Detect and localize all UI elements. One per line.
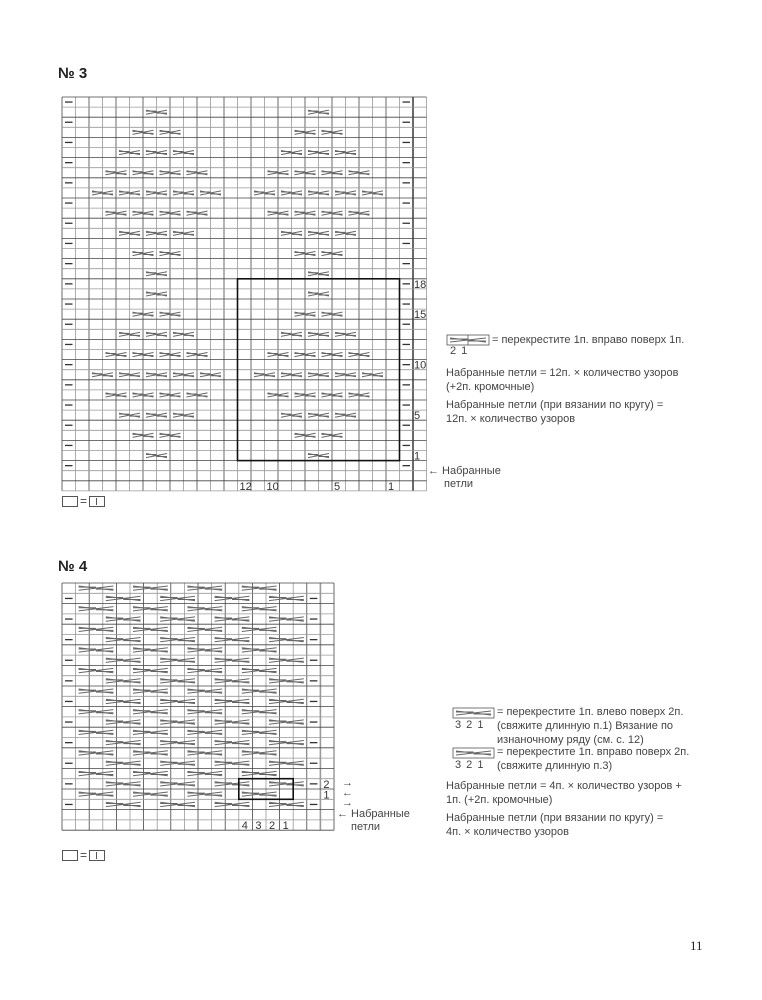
pattern3-legend-cross-text: = перекрестите 1п. вправо поверх 1п. <box>492 334 685 346</box>
pattern4-legend-left-1: = перекрестите 1п. влево поверх 2п. <box>497 706 684 718</box>
right-cross-icon <box>187 792 222 796</box>
pattern3-title: № 3 <box>58 65 88 82</box>
right-cross-icon <box>133 792 168 796</box>
right-cross-icon <box>242 648 277 652</box>
right-cross-icon <box>79 771 114 775</box>
left-cross-icon <box>106 617 141 621</box>
right-cross-icon <box>92 191 113 195</box>
right-cross-icon <box>146 272 167 276</box>
right-cross-icon <box>187 607 222 611</box>
right-cross-icon <box>322 171 343 175</box>
right-cross-icon <box>133 689 168 693</box>
right-cross-icon <box>335 191 356 195</box>
left-cross-icon <box>215 782 250 786</box>
right-cross-icon <box>187 771 222 775</box>
pattern3-legend-numbers: 2 1 <box>450 345 469 357</box>
right-cross-icon <box>281 151 302 155</box>
right-cross-icon <box>187 393 208 397</box>
right-cross-icon <box>133 433 154 437</box>
left-cross-icon <box>160 761 195 765</box>
pattern3-cast-on-label-2: петли <box>444 478 474 490</box>
pattern4-note2b: 4п. × количество узоров <box>446 826 569 838</box>
right-cross-icon <box>335 151 356 155</box>
pattern4-chart <box>62 583 334 832</box>
right-cross-icon <box>242 771 277 775</box>
right-cross-icon <box>133 730 168 734</box>
right-cross-icon <box>295 393 316 397</box>
left-cross-icon <box>160 741 195 745</box>
stitch-number: 1 <box>282 820 289 833</box>
stitch-number: 2 <box>269 820 276 833</box>
left-cross-icon <box>106 679 141 683</box>
left-cross-icon <box>269 782 304 786</box>
right-cross-icon <box>308 272 329 276</box>
left-cross-icon <box>215 617 250 621</box>
pattern4-note2: Набранные петли (при вязании по кругу) = <box>446 812 664 824</box>
pattern4-title: № 4 <box>58 558 88 575</box>
right-cross-icon <box>242 689 277 693</box>
right-cross-icon <box>281 231 302 235</box>
right-cross-icon <box>242 627 277 631</box>
stitch-number: 3 <box>255 820 262 833</box>
right-cross-icon <box>173 413 194 417</box>
right-cross-icon <box>133 607 168 611</box>
right-cross-icon <box>295 171 316 175</box>
right-cross-icon <box>79 730 114 734</box>
right-cross-icon <box>160 252 181 256</box>
pattern3-cast-on-label: ← Набранные <box>428 465 501 477</box>
pattern4-legend-right-2: (свяжите длинную п.3) <box>497 760 613 772</box>
pattern4-legend-right-1: = перекрестите 1п. вправо поверх 2п. <box>497 746 690 758</box>
pattern4-cast-on-label-2: петли <box>351 821 381 833</box>
right-cross-icon <box>335 231 356 235</box>
left-cross-icon <box>269 761 304 765</box>
right-cross-icon <box>242 710 277 714</box>
right-cross-icon <box>308 413 329 417</box>
pattern3-note2b: 12п. × количество узоров <box>446 413 576 425</box>
right-cross-icon <box>349 353 370 357</box>
pattern4-key <box>62 848 105 862</box>
right-cross-icon <box>160 211 181 215</box>
left-cross-icon <box>269 679 304 683</box>
page-number: 11 <box>690 938 703 953</box>
right-cross-icon <box>322 353 343 357</box>
empty-cell-icon <box>62 496 78 507</box>
pattern4-note1b: 1п. (+2п. кромочные) <box>446 794 553 806</box>
row-number: 1 <box>323 789 330 802</box>
right-cross-icon <box>187 648 222 652</box>
right-cross-icon <box>268 211 289 215</box>
right-cross-icon <box>106 353 127 357</box>
pattern4-legend-left-2: (свяжите длинную п.1) Вязание по <box>497 720 674 732</box>
pattern4-arrow-row0: → <box>342 797 353 809</box>
left-cross-icon <box>106 596 141 600</box>
right-cross-icon <box>254 373 275 377</box>
right-cross-icon <box>308 231 329 235</box>
right-cross-icon <box>119 373 140 377</box>
right-cross-icon <box>146 332 167 336</box>
right-cross-icon <box>295 433 316 437</box>
right-cross-icon <box>456 751 491 755</box>
pattern3-note1: Набранные петли = 12п. × количество узоров <box>446 367 679 379</box>
right-cross-icon <box>133 130 154 134</box>
right-cross-icon <box>79 668 114 672</box>
right-cross-icon <box>242 607 277 611</box>
right-cross-icon <box>79 689 114 693</box>
right-cross-icon <box>133 771 168 775</box>
right-cross-icon <box>322 433 343 437</box>
left-cross-icon <box>160 679 195 683</box>
left-cross-icon <box>160 638 195 642</box>
row-number: 5 <box>414 410 421 423</box>
left-cross-icon <box>269 658 304 662</box>
right-cross-icon <box>187 689 222 693</box>
right-cross-icon <box>322 211 343 215</box>
right-cross-icon <box>281 332 302 336</box>
row-number: 2 <box>323 779 330 791</box>
right-cross-icon <box>160 353 181 357</box>
left-cross-icon <box>106 658 141 662</box>
right-cross-icon <box>295 353 316 357</box>
right-cross-icon <box>146 231 167 235</box>
right-cross-icon <box>242 668 277 672</box>
right-cross-icon <box>133 751 168 755</box>
right-cross-icon <box>79 751 114 755</box>
right-cross-icon <box>187 353 208 357</box>
left-cross-icon <box>269 638 304 642</box>
right-cross-icon <box>79 586 114 590</box>
right-cross-icon <box>242 586 277 590</box>
right-cross-icon <box>133 586 168 590</box>
left-cross-icon <box>215 638 250 642</box>
right-cross-icon <box>133 211 154 215</box>
left-cross-icon <box>269 596 304 600</box>
right-cross-icon <box>173 332 194 336</box>
left-cross-icon <box>269 802 304 806</box>
left-cross-icon <box>106 720 141 724</box>
left-cross-icon <box>269 741 304 745</box>
left-cross-icon <box>215 741 250 745</box>
right-cross-icon <box>133 648 168 652</box>
left-cross-icon <box>106 638 141 642</box>
left-cross-icon <box>106 782 141 786</box>
right-cross-icon <box>133 393 154 397</box>
right-cross-icon <box>187 211 208 215</box>
pattern4-cast-on-label: ← Набранные <box>337 808 410 820</box>
row-number: 15 <box>414 309 427 322</box>
right-cross-icon <box>133 627 168 631</box>
right-cross-icon <box>79 710 114 714</box>
right-cross-icon <box>146 292 167 296</box>
right-cross-icon <box>308 151 329 155</box>
left-cross-icon <box>269 720 304 724</box>
right-cross-icon <box>322 130 343 134</box>
right-cross-icon <box>200 191 221 195</box>
right-cross-icon <box>173 151 194 155</box>
right-cross-icon <box>254 191 275 195</box>
left-cross-icon <box>215 720 250 724</box>
right-cross-icon <box>160 130 181 134</box>
right-cross-icon <box>322 312 343 316</box>
right-cross-icon <box>106 211 127 215</box>
left-cross-icon <box>269 699 304 703</box>
left-cross-icon <box>160 802 195 806</box>
right-cross-icon <box>268 393 289 397</box>
left-cross-icon <box>269 617 304 621</box>
right-cross-icon <box>362 373 383 377</box>
right-cross-icon <box>133 710 168 714</box>
left-cross-icon <box>160 617 195 621</box>
right-cross-icon <box>187 627 222 631</box>
right-cross-icon <box>335 373 356 377</box>
right-cross-icon <box>242 730 277 734</box>
left-cross-icon <box>215 802 250 806</box>
right-cross-icon <box>295 130 316 134</box>
right-cross-icon <box>187 730 222 734</box>
right-cross-icon <box>173 191 194 195</box>
left-cross-icon <box>160 782 195 786</box>
right-cross-icon <box>295 211 316 215</box>
right-cross-icon <box>308 110 329 114</box>
right-cross-icon <box>308 191 329 195</box>
right-cross-icon <box>160 312 181 316</box>
right-cross-icon <box>79 607 114 611</box>
right-cross-icon <box>242 792 277 796</box>
right-cross-icon <box>106 171 127 175</box>
right-cross-icon <box>242 751 277 755</box>
right-cross-icon <box>308 332 329 336</box>
right-cross-icon <box>322 393 343 397</box>
row-number: 1 <box>414 450 421 463</box>
left-cross-icon <box>160 699 195 703</box>
right-cross-icon <box>187 171 208 175</box>
left-cross-icon <box>106 741 141 745</box>
right-cross-icon <box>349 211 370 215</box>
pattern3-chart <box>62 97 427 493</box>
right-cross-icon <box>79 792 114 796</box>
right-cross-icon <box>79 648 114 652</box>
right-cross-icon <box>106 393 127 397</box>
right-cross-icon <box>146 110 167 114</box>
right-cross-icon <box>92 373 113 377</box>
pattern3-key <box>62 494 105 508</box>
right-cross-icon <box>295 312 316 316</box>
right-cross-icon <box>133 353 154 357</box>
left-cross-icon <box>456 711 491 715</box>
right-cross-icon <box>335 332 356 336</box>
right-cross-icon <box>119 231 140 235</box>
right-cross-icon <box>322 252 343 256</box>
pattern4-legend-right-numbers: 3 2 1 <box>455 759 485 771</box>
right-cross-icon <box>160 171 181 175</box>
right-cross-icon <box>187 751 222 755</box>
right-cross-icon <box>133 171 154 175</box>
empty-cell-icon <box>62 850 78 861</box>
right-cross-icon <box>119 191 140 195</box>
pattern3-note2: Набранные петли (при вязании по кругу) = <box>446 399 664 411</box>
right-cross-icon <box>160 433 181 437</box>
right-cross-icon <box>335 413 356 417</box>
stitch-number: 1 <box>388 480 395 493</box>
row-number: 18 <box>414 278 427 291</box>
right-cross-icon <box>173 373 194 377</box>
left-cross-icon <box>215 596 250 600</box>
right-cross-icon <box>281 373 302 377</box>
right-cross-icon <box>133 312 154 316</box>
left-cross-icon <box>215 761 250 765</box>
left-cross-icon <box>160 658 195 662</box>
left-cross-icon <box>215 699 250 703</box>
stitch-number: 4 <box>241 820 248 833</box>
right-cross-icon <box>295 252 316 256</box>
left-cross-icon <box>160 720 195 724</box>
right-cross-icon <box>133 668 168 672</box>
pattern4-legend-symbol <box>453 708 494 718</box>
equals-sign: = <box>80 494 88 508</box>
pattern3-note1b: (+2п. кромочные) <box>446 381 535 393</box>
right-cross-icon <box>349 393 370 397</box>
stitch-number: 5 <box>334 480 341 493</box>
right-cross-icon <box>268 353 289 357</box>
right-cross-icon <box>349 171 370 175</box>
right-cross-icon <box>160 393 181 397</box>
right-cross-icon <box>119 413 140 417</box>
right-cross-icon <box>281 191 302 195</box>
right-cross-icon <box>450 338 486 342</box>
right-cross-icon <box>308 373 329 377</box>
left-cross-icon <box>106 699 141 703</box>
left-cross-icon <box>160 596 195 600</box>
right-cross-icon <box>146 191 167 195</box>
right-cross-icon <box>146 454 167 458</box>
stitch-number: 10 <box>266 480 279 493</box>
pattern4-legend-left-3: изнаночному ряду (см. с. 12) <box>497 734 644 746</box>
left-cross-icon <box>106 802 141 806</box>
right-cross-icon <box>133 252 154 256</box>
right-cross-icon <box>119 332 140 336</box>
right-cross-icon <box>146 373 167 377</box>
right-cross-icon <box>268 171 289 175</box>
right-cross-icon <box>200 373 221 377</box>
knit-stitch-icon <box>89 850 105 861</box>
left-cross-icon <box>215 658 250 662</box>
right-cross-icon <box>146 413 167 417</box>
right-cross-icon <box>187 586 222 590</box>
right-cross-icon <box>187 710 222 714</box>
knit-stitch-icon <box>89 496 105 507</box>
right-cross-icon <box>362 191 383 195</box>
right-cross-icon <box>187 668 222 672</box>
pattern4-legend-left-numbers: 3 2 1 <box>455 719 485 731</box>
pattern4-legend-symbol <box>453 748 494 758</box>
right-cross-icon <box>173 231 194 235</box>
row-number: 10 <box>414 359 427 372</box>
right-cross-icon <box>281 413 302 417</box>
right-cross-icon <box>308 292 329 296</box>
stitch-number: 12 <box>239 480 252 493</box>
pattern4-note1: Набранные петли = 4п. × количество узоров + <box>446 780 682 792</box>
right-cross-icon <box>119 151 140 155</box>
right-cross-icon <box>146 151 167 155</box>
left-cross-icon <box>215 679 250 683</box>
pattern4-arrow-row2: → <box>342 777 353 789</box>
equals-sign: = <box>80 848 88 862</box>
right-cross-icon <box>79 627 114 631</box>
left-cross-icon <box>106 761 141 765</box>
right-cross-icon <box>308 454 329 458</box>
pattern4-arrow-row1: ← <box>342 787 353 799</box>
